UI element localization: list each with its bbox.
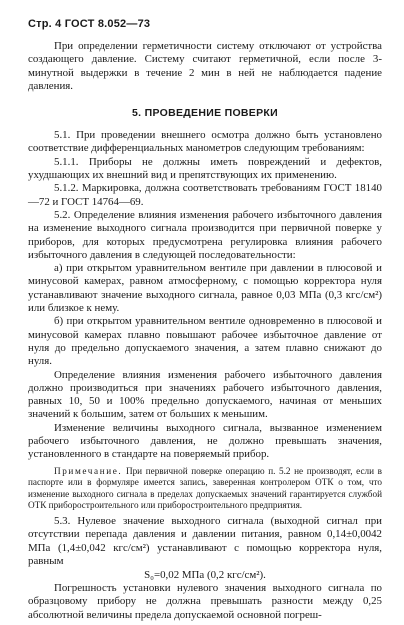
paragraph-definition: Определение влияния изменения рабочего избыточного давления должно производиться при значениях рабочего избыточного давления, равных 10, 50 и 100% предельно допускаемого, начиная от меньших значений к большим, затем от больших к меньшим. bbox=[28, 368, 382, 421]
note-text: При первичной поверке операцию п. 5.2 не производят, если в паспорте или в формуляре имеется запись, заверенная контролером ОТК о том, что изменение выходного сигнала в пределах допускаемых значений гарантируется службой ОТК приборостроительного или приборостроительного предприятия. bbox=[28, 465, 382, 511]
page-number: Стр. 4 bbox=[28, 18, 62, 30]
paragraph-a: а) при открытом уравнительном вентиле при давлении в плюсовой и минусовой камерах, равном атмосферному, с помощью корректора нуля устанавливают значение выходного сигнала, равное 0,03 МПа (0,3 кгс/см²) или близкое к нему. bbox=[28, 262, 382, 315]
note bbox=[28, 466, 382, 512]
note-label: Примечание. bbox=[54, 465, 123, 476]
paragraph-5-1-1: 5.1.1. Приборы не должны иметь повреждений и дефектов, ухудшающих их внешний вид и препятствующих их применению. bbox=[28, 155, 382, 182]
page-header bbox=[28, 18, 382, 30]
paragraph-5-1-2: 5.1.2. Маркировка, должна соответствовать требованиям ГОСТ 18140—72 и ГОСТ 14764—69. bbox=[28, 182, 382, 208]
section-title: 5. ПРОВЕДЕНИЕ ПОВЕРКИ bbox=[132, 107, 278, 120]
paragraph-b: б) при открытом уравнительном вентиле одновременно в плюсовой и минусовой камерах плавно повышают рабочее избыточное давление от нуля до предельно допускаемого значения, а затем плавно снижают до нуля. bbox=[28, 315, 382, 368]
paragraph-intro: При определении герметичности систему отключают от устройства создающего давление. Систему считают герметичной, если после 3-минутной выдержки в течение 2 мин в ней не наблюдается падение давления. bbox=[28, 40, 382, 92]
paragraph-5-1: 5.1. При проведении внешнего осмотра должно быть установлено соответствие дифференциальных манометров следующим требованиям: bbox=[28, 129, 382, 155]
paragraph-5-3: 5.3. Нулевое значение выходного сигнала (выходной сигнал при отсутствии перепада давления и давлении питания, равном 0,14±0,0042 МПа (1,4±0,042 кгс/см²) устанавливают с помощью корректора нуля, равным bbox=[28, 514, 382, 567]
standard-code: ГОСТ 8.052—73 bbox=[64, 18, 151, 30]
paragraph-error: Погрешность установки нулевого значения выходного сигнала по образцовому прибору не должна превышать разности между 0,25 абсолютной величины предела допускаемой основной погреш- bbox=[28, 582, 382, 621]
paragraph-change: Изменение величины выходного сигнала, вызванное изменением рабочего избыточного давления, не должно превышать значения, установленного в стандарте на поверяемый прибор. bbox=[28, 421, 382, 461]
paragraph-5-2: 5.2. Определение влияния изменения рабочего избыточного давления на изменение выходного сигнала производится при первичной поверке у приборов, для которых предусмотрена регулировка влияния рабочего избыточного давления в следующей последовательности: bbox=[28, 208, 382, 261]
formula: S₀=0,02 МПа (0,2 кгс/см²). bbox=[144, 569, 266, 582]
